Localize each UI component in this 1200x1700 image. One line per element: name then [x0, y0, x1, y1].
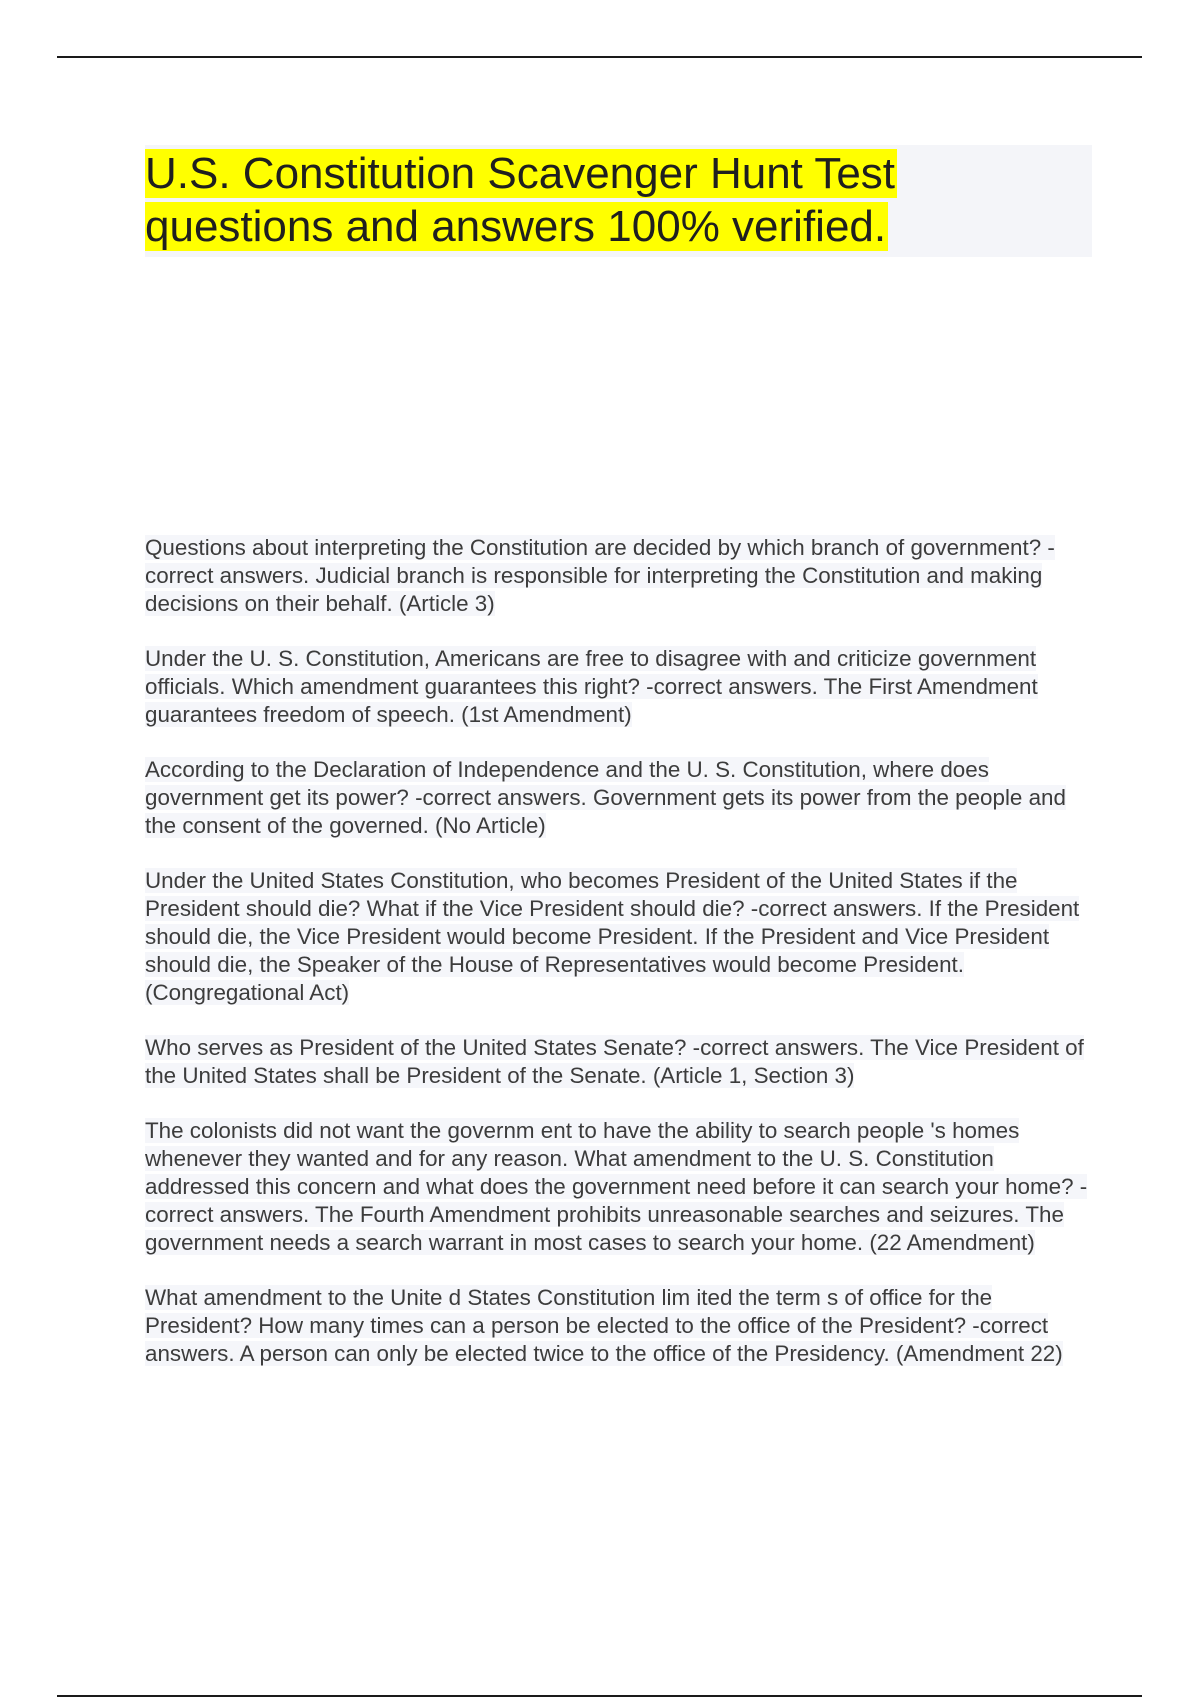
qa-text: According to the Declaration of Independence and the U. S. Constitution, where does government get its power? -correct answers. Government gets its power from the people and the consent of the governed. (No Article) [145, 757, 1066, 838]
qa-item [145, 1284, 1095, 1368]
qa-item [145, 534, 1095, 618]
qa-list [145, 534, 1095, 1395]
footer-rule [57, 1695, 1142, 1697]
qa-item [145, 756, 1095, 840]
qa-text: Who serves as President of the United States Senate? -correct answers. The Vice President of the United States shall be President of the Senate. (Article 1, Section 3) [145, 1035, 1084, 1088]
qa-text: Under the U. S. Constitution, Americans are free to disagree with and criticize government officials. Which amendment guarantees this right? -correct answers. The First Amendment guarantees freedom of speech. (1st Amendment) [145, 646, 1038, 727]
qa-text: The colonists did not want the governm ent to have the ability to search people 's homes whenever they wanted and for any reason. What amendment to the U. S. Constitution addressed this concern and what does the government need before it can search your home? -correct answers. The Fourth Amendment prohibits unreasonable searches and seizures. The government needs a search warrant in most cases to search your home. (22 Amendment) [145, 1118, 1088, 1255]
qa-item [145, 1034, 1095, 1090]
qa-text: Questions about interpreting the Constitution are decided by which branch of government? -correct answers. Judicial branch is responsible for interpreting the Constitution and making decisions on their behalf. (Article 3) [145, 535, 1055, 616]
qa-item [145, 645, 1095, 729]
qa-text: Under the United States Constitution, who becomes President of the United States if the President should die? What if the Vice President should die? -correct answers. If the President should die, the Vice President would become President. If the President and Vice President should die, the Speaker of the House of Representatives would become President. (Congregational Act) [145, 868, 1080, 1005]
qa-text: What amendment to the Unite d States Constitution lim ited the term s of office for the President? How many times can a person be elected to the office of the President? -correct answers. A person can only be elected twice to the office of the Presidency. (Amendment 22) [145, 1285, 1063, 1366]
header-rule [57, 56, 1142, 58]
title-highlight: U.S. Constitution Scavenger Hunt Test questions and answers 100% verified. [145, 149, 896, 251]
document-title [145, 147, 1085, 253]
qa-item [145, 1117, 1095, 1257]
qa-item [145, 867, 1095, 1007]
